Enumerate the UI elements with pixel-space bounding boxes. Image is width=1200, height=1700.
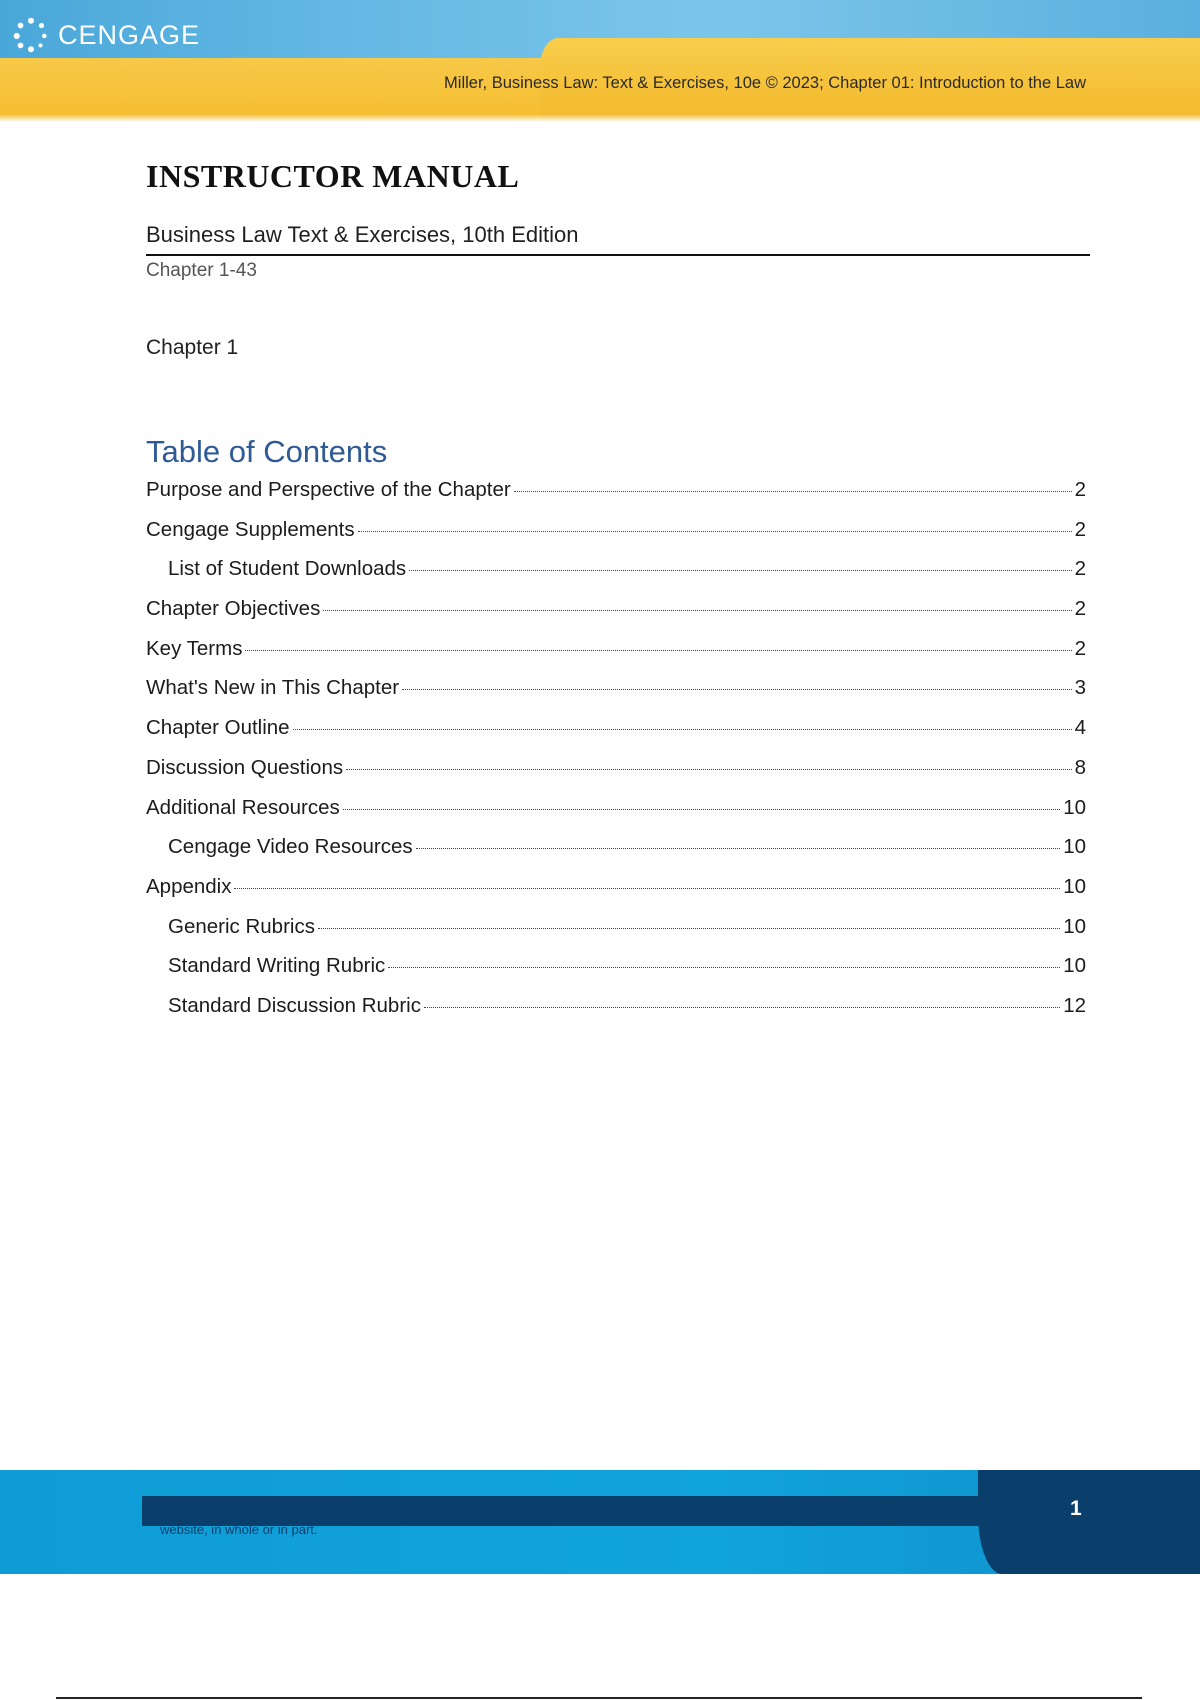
toc-entry-page: 12 xyxy=(1063,993,1086,1017)
toc-entry[interactable] xyxy=(146,756,1086,796)
toc-dot-leader xyxy=(514,491,1072,492)
toc-dot-leader xyxy=(416,848,1061,849)
toc-entry-page: 2 xyxy=(1074,478,1086,501)
toc-entry[interactable] xyxy=(146,557,1086,597)
toc-entry-page: 2 xyxy=(1074,557,1086,581)
toc-dot-leader xyxy=(424,1007,1060,1008)
toc-entry-page: 4 xyxy=(1074,716,1086,740)
toc-entry-title: Standard Writing Rubric xyxy=(168,954,386,978)
toc-entry-title: Appendix xyxy=(146,874,232,898)
toc-entry-title: Key Terms xyxy=(146,636,243,660)
table-of-contents xyxy=(146,478,1086,1034)
toc-entry-page: 10 xyxy=(1063,874,1086,898)
toc-dot-leader xyxy=(318,928,1060,929)
toc-entry[interactable] xyxy=(146,518,1086,558)
page-footer-band xyxy=(0,1470,1200,1574)
page-header-band xyxy=(0,0,1200,122)
toc-entry-title: Additional Resources xyxy=(146,795,340,819)
header-fade xyxy=(0,114,1200,122)
toc-entry[interactable] xyxy=(146,954,1086,994)
footer-copyright-notice: website, in whole or in part. xyxy=(160,1522,318,1537)
toc-entry[interactable] xyxy=(146,994,1086,1034)
toc-dot-leader xyxy=(245,650,1071,651)
toc-entry[interactable] xyxy=(146,716,1086,756)
toc-entry-page: 3 xyxy=(1074,676,1086,700)
manual-title: INSTRUCTOR MANUAL xyxy=(146,158,520,194)
bottom-rule xyxy=(56,1697,1142,1699)
toc-entry-page: 10 xyxy=(1063,795,1086,819)
toc-entry-title: Cengage Video Resources xyxy=(168,835,413,859)
toc-entry[interactable] xyxy=(146,597,1086,637)
toc-entry[interactable] xyxy=(146,835,1086,875)
toc-entry-page: 10 xyxy=(1063,835,1086,859)
toc-entry-page: 8 xyxy=(1074,755,1086,779)
running-head: Miller, Business Law: Text & Exercises, 10e © 2023; Chapter 01: Introduction to the Law xyxy=(444,74,1086,92)
toc-entry[interactable] xyxy=(146,915,1086,955)
toc-dot-leader xyxy=(293,729,1072,730)
toc-heading: Table of Contents xyxy=(146,434,388,469)
toc-entry-title: Discussion Questions xyxy=(146,755,344,779)
page-number: 1 xyxy=(1070,1497,1082,1520)
toc-entry-page: 2 xyxy=(1074,597,1086,621)
toc-entry[interactable] xyxy=(146,637,1086,677)
toc-entry-title: Standard Discussion Rubric xyxy=(168,993,421,1017)
toc-dot-leader xyxy=(402,689,1072,690)
toc-entry-title: List of Student Downloads xyxy=(168,557,407,581)
toc-entry[interactable] xyxy=(146,676,1086,716)
toc-entry-page: 10 xyxy=(1063,914,1086,938)
toc-dot-leader xyxy=(388,967,1060,968)
logo-text: CENGAGE xyxy=(58,19,201,50)
toc-dot-leader xyxy=(323,610,1071,611)
toc-dot-leader xyxy=(343,809,1060,810)
chapter-range: Chapter 1-43 xyxy=(146,260,257,281)
chapter-label: Chapter 1 xyxy=(146,336,239,359)
cengage-logo-icon xyxy=(12,16,50,54)
toc-entry-title: Purpose and Perspective of the Chapter xyxy=(146,478,511,501)
toc-entry-page: 10 xyxy=(1063,954,1086,978)
toc-dot-leader xyxy=(358,531,1072,532)
cengage-logo xyxy=(12,16,200,54)
toc-dot-leader xyxy=(409,570,1071,571)
toc-entry-title: What's New in This Chapter xyxy=(146,676,400,700)
toc-entry-title: Chapter Outline xyxy=(146,716,290,740)
toc-entry-page: 2 xyxy=(1074,636,1086,660)
toc-entry-page: 2 xyxy=(1074,517,1086,541)
toc-dot-leader xyxy=(346,769,1071,770)
toc-entry[interactable] xyxy=(146,796,1086,836)
toc-entry-title: Generic Rubrics xyxy=(168,914,315,938)
toc-dot-leader xyxy=(234,888,1060,889)
toc-entry-title: Chapter Objectives xyxy=(146,597,321,621)
toc-entry-title: Cengage Supplements xyxy=(146,517,355,541)
toc-entry[interactable] xyxy=(146,478,1086,518)
toc-entry[interactable] xyxy=(146,875,1086,915)
book-subtitle: Business Law Text & Exercises, 10th Edition xyxy=(146,222,1090,256)
